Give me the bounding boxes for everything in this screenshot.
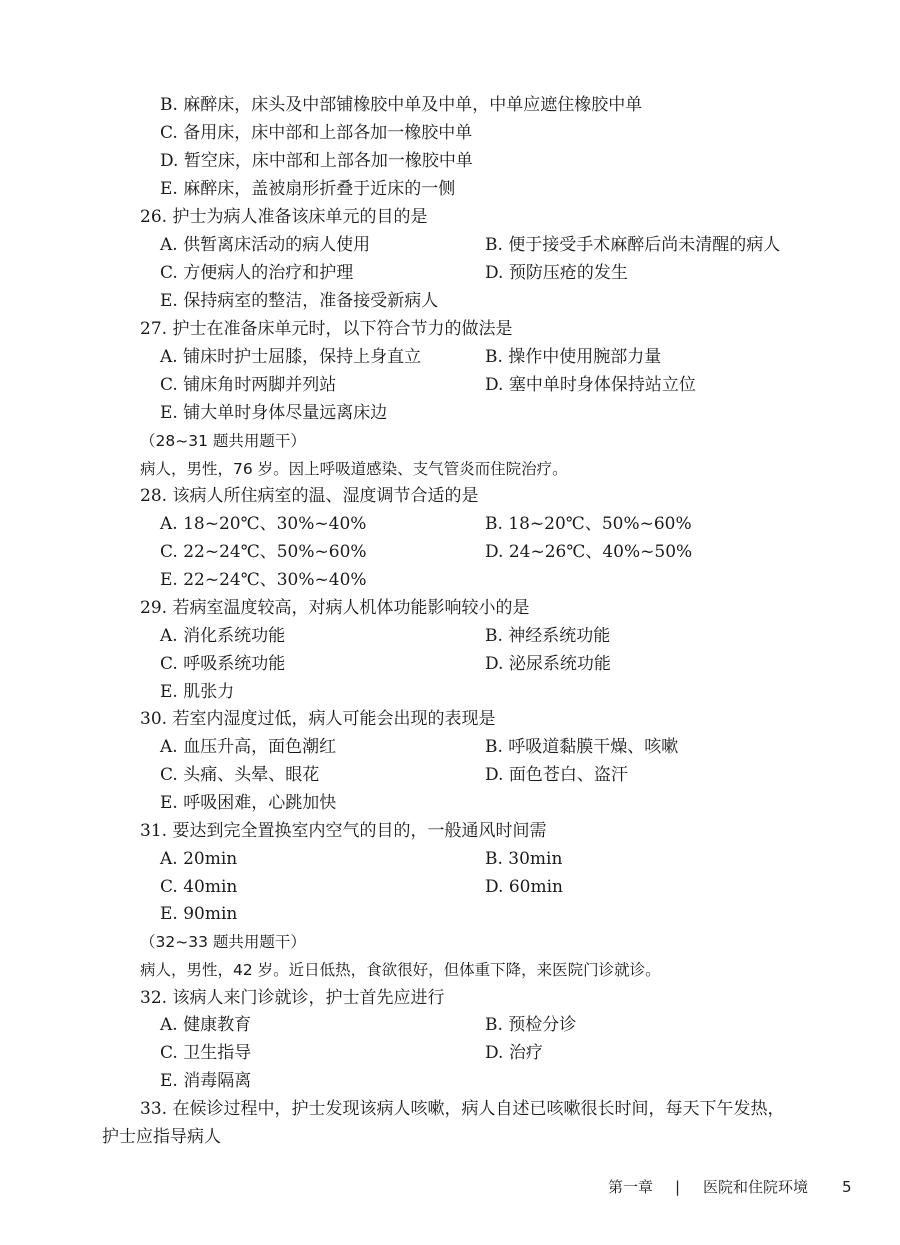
option-d: D. 塞中单时身体保持站立位 xyxy=(485,375,696,395)
question-27: 27. 护士在准备床单元时，以下符合节力的做法是 xyxy=(140,319,513,339)
option-c: C. 方便病人的治疗和护理 xyxy=(160,263,354,283)
option-c: C. 卫生指导 xyxy=(160,1043,252,1063)
case-stem: 病人，男性，42 岁。近日低热，食欲很好，但体重下降，来医院门诊就诊。 xyxy=(140,961,661,979)
option-c: C. 铺床角时两脚并列站 xyxy=(160,375,337,395)
option-c: C. 头痛、头晕、眼花 xyxy=(160,765,320,785)
option-e: E. 肌张力 xyxy=(160,682,235,702)
option-a: A. 铺床时护士屈膝，保持上身直立 xyxy=(160,347,422,367)
option-line: E. 麻醉床，盖被扇形折叠于近床的一侧 xyxy=(160,179,456,199)
option-e: E. 呼吸困难，心跳加快 xyxy=(160,793,337,813)
footer-chapter: 第一章 xyxy=(608,1178,654,1196)
question-32: 32. 该病人来门诊就诊，护士首先应进行 xyxy=(140,988,445,1008)
footer-chapter-title: 医院和住院环境 xyxy=(703,1178,809,1196)
case-stem: 病人，男性，76 岁。因上呼吸道感染、支气管炎而住院治疗。 xyxy=(140,460,568,478)
option-d: D. 面色苍白、盗汗 xyxy=(485,765,628,785)
option-a: A. 20min xyxy=(160,849,238,869)
option-line: B. 麻醉床，床头及中部铺橡胶中单及中单，中单应遮住橡胶中单 xyxy=(160,95,643,115)
group-header: （32~33 题共用题干） xyxy=(140,933,306,951)
option-e: E. 90min xyxy=(160,904,238,924)
option-a: A. 18~20℃、30%~40% xyxy=(160,514,367,534)
question-28: 28. 该病人所住病室的温、湿度调节合适的是 xyxy=(140,486,479,506)
option-b: B. 30min xyxy=(485,849,563,869)
question-30: 30. 若室内湿度过低，病人可能会出现的表现是 xyxy=(140,709,496,729)
option-c: C. 40min xyxy=(160,877,238,897)
question-31: 31. 要达到完全置换室内空气的目的，一般通风时间需 xyxy=(140,821,547,841)
option-b: B. 神经系统功能 xyxy=(485,626,611,646)
option-a: A. 血压升高，面色潮红 xyxy=(160,737,337,757)
option-b: B. 操作中使用腕部力量 xyxy=(485,347,662,367)
option-e: E. 保持病室的整洁，准备接受新病人 xyxy=(160,291,439,311)
question-33: 33. 在候诊过程中，护士发现该病人咳嗽，病人自述已咳嗽很长时间，每天下午发热， xyxy=(140,1099,785,1119)
page-number: 5 xyxy=(842,1178,852,1196)
option-d: D. 预防压疮的发生 xyxy=(485,263,628,283)
option-b: B. 呼吸道黏膜干燥、咳嗽 xyxy=(485,737,679,757)
option-b: B. 便于接受手术麻醉后尚未清醒的病人 xyxy=(485,235,781,255)
group-header: （28~31 题共用题干） xyxy=(140,432,306,450)
option-c: C. 22~24℃、50%~60% xyxy=(160,542,367,562)
option-b: B. 18~20℃、50%~60% xyxy=(485,514,692,534)
footer-separator: | xyxy=(675,1178,681,1196)
question-29: 29. 若病室温度较高，对病人机体功能影响较小的是 xyxy=(140,598,530,618)
option-a: A. 健康教育 xyxy=(160,1015,252,1035)
option-b: B. 预检分诊 xyxy=(485,1015,577,1035)
question-33-continued: 护士应指导病人 xyxy=(102,1127,221,1147)
option-line: D. 暂空床，床中部和上部各加一橡胶中单 xyxy=(160,151,473,171)
option-a: A. 消化系统功能 xyxy=(160,626,286,646)
option-d: D. 泌尿系统功能 xyxy=(485,654,611,674)
option-d: D. 24~26℃、40%~50% xyxy=(485,542,693,562)
option-c: C. 呼吸系统功能 xyxy=(160,654,286,674)
option-d: D. 治疗 xyxy=(485,1043,543,1063)
question-26: 26. 护士为病人准备该床单元的目的是 xyxy=(140,207,428,227)
option-e: E. 铺大单时身体尽量远离床边 xyxy=(160,403,388,423)
option-e: E. 消毒隔离 xyxy=(160,1071,252,1091)
option-e: E. 22~24℃、30%~40% xyxy=(160,570,367,590)
option-a: A. 供暂离床活动的病人使用 xyxy=(160,235,371,255)
option-d: D. 60min xyxy=(485,877,563,897)
option-line: C. 备用床，床中部和上部各加一橡胶中单 xyxy=(160,123,473,143)
